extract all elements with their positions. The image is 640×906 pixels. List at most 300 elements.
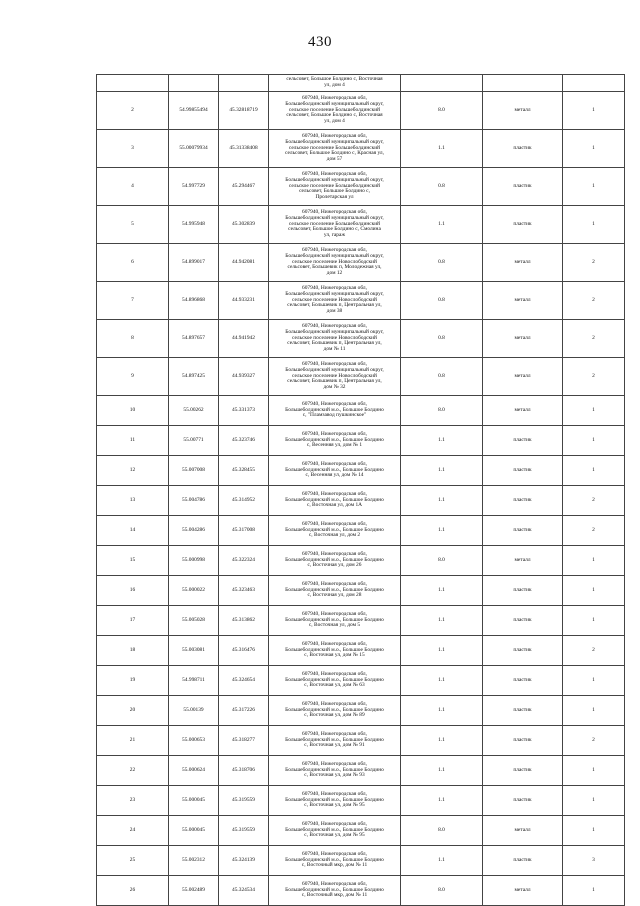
address-line: 607940, Нижегородская обл,: [302, 520, 367, 527]
cell-longitude: 45.313862: [219, 606, 269, 636]
cell-area: 1.1: [401, 130, 483, 168]
cell-latitude: 55.005028: [169, 606, 219, 636]
cell-area: 1.1: [401, 426, 483, 456]
address-line: Большеболдинский м.о., Большое Болдино: [285, 856, 384, 863]
cell-address: [269, 756, 401, 786]
cell-number: 19: [97, 666, 169, 696]
cell-address: [269, 816, 401, 846]
cell-longitude: 45.323463: [219, 576, 269, 606]
cell-address: [269, 516, 401, 546]
address-line: Большеболдинский м.о., Большое Болдино: [285, 766, 384, 773]
cell-latitude: 55.000045: [169, 816, 219, 846]
cell-count: 1: [563, 876, 625, 906]
cell-count: 1: [563, 786, 625, 816]
cell-longitude: 44.939327: [219, 358, 269, 396]
address-line: сельсовет, Большевик п, Центральная ул,: [287, 340, 382, 347]
cell-address: [269, 846, 401, 876]
address-line: 607940, Нижегородская обл,: [302, 360, 367, 367]
address-line: сельсовет, Большевик п, Центральная ул,: [287, 302, 382, 309]
cell-address: [269, 396, 401, 426]
address-line: Большеболдинский м.о., Большое Болдино: [285, 406, 384, 413]
address-line: с, Восточная ул, дом № 63: [304, 682, 365, 689]
cell-address: [269, 92, 401, 130]
table-row: [97, 846, 625, 876]
address-line: сельсовет, Большое Болдино с, Восточная: [286, 112, 383, 119]
address-line: 607940, Нижегородская обл,: [302, 246, 367, 253]
cell-count: 1: [563, 426, 625, 456]
cell-material: металл: [483, 546, 563, 576]
cell-material: пластик: [483, 636, 563, 666]
table-row: [97, 606, 625, 636]
cell-count: 2: [563, 486, 625, 516]
table-row: [97, 666, 625, 696]
cell-number: 7: [97, 282, 169, 320]
cell-count: 1: [563, 606, 625, 636]
cell-latitude: 55.003081: [169, 636, 219, 666]
address-line: 607940, Нижегородская обл,: [302, 490, 367, 497]
address-line: 607940, Нижегородская обл,: [302, 208, 367, 215]
table-row: [97, 168, 625, 206]
cell-area: 8.0: [401, 816, 483, 846]
cell-longitude: 45.319559: [219, 786, 269, 816]
address-line: с, Восточный мкр, дом № 11: [301, 892, 368, 899]
address-line: 607940, Нижегородская обл,: [302, 790, 367, 797]
cell-latitude: 55.004286: [169, 516, 219, 546]
address-line: 607940, Нижегородская обл,: [302, 580, 367, 587]
cell-latitude: 55.000045: [169, 786, 219, 816]
address-line: Большеболдинский м.о., Большое Болдино: [285, 826, 384, 833]
cell-material: пластик: [483, 456, 563, 486]
cell-address: [269, 606, 401, 636]
page-number: 430: [308, 34, 332, 50]
cell-latitude: 55.004786: [169, 486, 219, 516]
address-line: Пролетарская ул: [315, 194, 354, 201]
cell-latitude: 55.00079934: [169, 130, 219, 168]
address-line: 607940, Нижегородская обл,: [302, 640, 367, 647]
cell-address: [269, 726, 401, 756]
cell-number: 24: [97, 816, 169, 846]
cell-address: [269, 666, 401, 696]
cell-latitude: 55.000022: [169, 576, 219, 606]
cell-material: пластик: [483, 130, 563, 168]
cell-address: [269, 696, 401, 726]
address-line: 607940, Нижегородская обл,: [302, 730, 367, 737]
cell-longitude: 45.324534: [219, 876, 269, 906]
table-row: [97, 576, 625, 606]
table-row: [97, 726, 625, 756]
address-line: Большеболдинский м.о., Большое Болдино: [285, 526, 384, 533]
cell-number: 11: [97, 426, 169, 456]
cell-number: 10: [97, 396, 169, 426]
address-line: Большеболдинский муниципальный округ,: [285, 176, 384, 183]
cell-longitude: 45.322324: [219, 546, 269, 576]
address-line: Большеболдинский м.о., Большое Болдино: [285, 436, 384, 443]
cell-number: 22: [97, 756, 169, 786]
cell-address: [269, 206, 401, 244]
cell-latitude: 54.899017: [169, 244, 219, 282]
cell-address: [269, 320, 401, 358]
cell-latitude: 54.997729: [169, 168, 219, 206]
cell-material: пластик: [483, 846, 563, 876]
cell-latitude: 54.897657: [169, 320, 219, 358]
table-row: [97, 244, 625, 282]
cell-latitude: 55.002489: [169, 876, 219, 906]
cell-count: [563, 75, 625, 92]
cell-longitude: 45.294467: [219, 168, 269, 206]
address-line: Большеболдинский м.о., Большое Болдино: [285, 676, 384, 683]
cell-count: 2: [563, 282, 625, 320]
cell-material: пластик: [483, 206, 563, 244]
address-line: с, Восточная ул, дом 5: [308, 622, 361, 629]
address-line: с, Восточная ул, дом 2: [308, 532, 361, 539]
cell-count: 1: [563, 130, 625, 168]
cell-material: металл: [483, 320, 563, 358]
cell-longitude: 45.323746: [219, 426, 269, 456]
table-row: [97, 358, 625, 396]
address-line: с, Восточная ул, дом № 95: [304, 832, 365, 839]
cell-longitude: 45.318706: [219, 756, 269, 786]
address-line: дом 12: [326, 270, 343, 277]
cell-address: [269, 130, 401, 168]
cell-number: 21: [97, 726, 169, 756]
cell-number: 17: [97, 606, 169, 636]
cell-longitude: 44.942081: [219, 244, 269, 282]
cell-longitude: 44.933231: [219, 282, 269, 320]
address-line: дом № 32: [323, 384, 346, 391]
cell-material: пластик: [483, 576, 563, 606]
cell-area: 1.1: [401, 516, 483, 546]
cell-number: 20: [97, 696, 169, 726]
cell-number: 12: [97, 456, 169, 486]
cell-count: 1: [563, 206, 625, 244]
cell-latitude: [169, 75, 219, 92]
address-line: Большеболдинский м.о., Большое Болдино: [285, 496, 384, 503]
address-line: Большеболдинский муниципальный округ,: [285, 138, 384, 145]
address-line: Большеболдинский м.о., Большое Болдино: [285, 586, 384, 593]
cell-count: 1: [563, 756, 625, 786]
cell-latitude: 55.002312: [169, 846, 219, 876]
address-line: дом 57: [326, 156, 343, 163]
table-row-continued: [97, 75, 625, 92]
cell-number: [97, 75, 169, 92]
table-row: [97, 756, 625, 786]
cell-area: 1.1: [401, 846, 483, 876]
cell-material: пластик: [483, 606, 563, 636]
cell-address: [269, 546, 401, 576]
address-line: Большеболдинский муниципальный округ,: [285, 214, 384, 221]
cell-address: [269, 486, 401, 516]
address-line: 607940, Нижегородская обл,: [302, 550, 367, 557]
address-line: сельское поселение Новослободский: [292, 296, 377, 303]
cell-longitude: 45.331373: [219, 396, 269, 426]
address-line: 607940, Нижегородская обл,: [302, 322, 367, 329]
cell-number: 14: [97, 516, 169, 546]
cell-area: 1.1: [401, 576, 483, 606]
cell-latitude: 54.99855494: [169, 92, 219, 130]
cell-area: 0.8: [401, 244, 483, 282]
cell-longitude: 45.314952: [219, 486, 269, 516]
address-line: 607940, Нижегородская обл,: [302, 850, 367, 857]
cell-material: металл: [483, 358, 563, 396]
cell-latitude: 55.000998: [169, 546, 219, 576]
cell-longitude: 45.317226: [219, 696, 269, 726]
container-site-table: [96, 74, 625, 906]
address-line: ул, дом 4: [324, 118, 345, 125]
cell-longitude: 45.32818719: [219, 92, 269, 130]
address-line: сельсовет, Большое Болдино с, Смолина: [288, 226, 381, 233]
address-line: 607940, Нижегородская обл,: [302, 94, 367, 101]
cell-address: [269, 282, 401, 320]
address-line: Большеболдинский муниципальный округ,: [285, 366, 384, 373]
address-line: сельское поселение Большеболдинский: [288, 144, 381, 151]
cell-material: пластик: [483, 516, 563, 546]
cell-area: 8.0: [401, 546, 483, 576]
address-line: сельсовет, Большое Болдино с, Красная ул,: [285, 150, 384, 157]
cell-area: 8.0: [401, 92, 483, 130]
address-line: Большеболдинский м.о., Большое Болдино: [285, 736, 384, 743]
address-line: ул, гараж: [323, 232, 346, 239]
address-line: ул, дом 4: [324, 82, 345, 88]
cell-area: 1.1: [401, 456, 483, 486]
cell-number: 2: [97, 92, 169, 130]
table-row: [97, 516, 625, 546]
cell-address: [269, 75, 401, 92]
table-row: [97, 92, 625, 130]
cell-address: [269, 456, 401, 486]
cell-address: [269, 244, 401, 282]
table-row: [97, 876, 625, 906]
cell-area: 1.1: [401, 206, 483, 244]
cell-number: 8: [97, 320, 169, 358]
cell-address: [269, 876, 401, 906]
cell-number: 3: [97, 130, 169, 168]
cell-area: 1.1: [401, 756, 483, 786]
cell-area: 1.1: [401, 786, 483, 816]
address-line: Большеболдинский м.о., Большое Болдино: [285, 646, 384, 653]
cell-material: металл: [483, 282, 563, 320]
cell-area: 1.1: [401, 486, 483, 516]
address-line: с, Восточная ул, дом 1А: [306, 502, 363, 509]
address-line: 607940, Нижегородская обл,: [302, 880, 367, 887]
address-line: 607940, Нижегородская обл,: [302, 760, 367, 767]
cell-count: 1: [563, 816, 625, 846]
cell-count: 2: [563, 636, 625, 666]
address-line: с, Восточная ул, дом № 93: [304, 772, 365, 779]
address-line: Большеболдинский муниципальный округ,: [285, 328, 384, 335]
cell-longitude: 45.328455: [219, 456, 269, 486]
cell-material: пластик: [483, 168, 563, 206]
address-line: сельсовет, Большевик п, Молодежная ул,: [287, 264, 382, 271]
cell-material: металл: [483, 244, 563, 282]
cell-area: 8.0: [401, 876, 483, 906]
cell-area: 1.1: [401, 636, 483, 666]
address-line: сельское поселение Новослободский: [292, 372, 377, 379]
cell-material: металл: [483, 92, 563, 130]
cell-material: пластик: [483, 786, 563, 816]
cell-area: 0.8: [401, 168, 483, 206]
cell-count: 2: [563, 726, 625, 756]
cell-number: 4: [97, 168, 169, 206]
cell-area: 8.0: [401, 396, 483, 426]
cell-latitude: 54.896868: [169, 282, 219, 320]
cell-material: пластик: [483, 426, 563, 456]
address-line: Большеболдинский м.о., Большое Болдино: [285, 796, 384, 803]
address-line: с, Весенняя ул, дом № 14: [305, 472, 364, 479]
cell-count: 1: [563, 666, 625, 696]
table-row: [97, 486, 625, 516]
cell-latitude: 54.995948: [169, 206, 219, 244]
address-line: 607940, Нижегородская обл,: [302, 820, 367, 827]
cell-number: 6: [97, 244, 169, 282]
cell-address: [269, 168, 401, 206]
cell-address: [269, 636, 401, 666]
cell-longitude: 45.317008: [219, 516, 269, 546]
cell-longitude: 45.319559: [219, 816, 269, 846]
cell-count: 1: [563, 92, 625, 130]
cell-longitude: 45.316476: [219, 636, 269, 666]
address-line: 607940, Нижегородская обл,: [302, 430, 367, 437]
address-line: Большеболдинский м.о., Большое Болдино: [285, 466, 384, 473]
address-line: сельское поселение Новослободский: [292, 258, 377, 265]
cell-longitude: 45.318277: [219, 726, 269, 756]
cell-number: 18: [97, 636, 169, 666]
address-line: сельсовет, Большевик п, Центральная ул,: [287, 378, 382, 385]
cell-area: 1.1: [401, 726, 483, 756]
table-row: [97, 426, 625, 456]
cell-number: 23: [97, 786, 169, 816]
table-row: [97, 320, 625, 358]
cell-number: 15: [97, 546, 169, 576]
table-row: [97, 456, 625, 486]
cell-material: пластик: [483, 696, 563, 726]
cell-material: металл: [483, 876, 563, 906]
address-line: Большеболдинский муниципальный округ,: [285, 290, 384, 297]
address-line: 607940, Нижегородская обл,: [302, 670, 367, 677]
table-row: [97, 696, 625, 726]
cell-number: 26: [97, 876, 169, 906]
address-line: дом 38: [326, 308, 343, 315]
address-line: Большеболдинский муниципальный округ,: [285, 100, 384, 107]
cell-count: 1: [563, 546, 625, 576]
cell-address: [269, 358, 401, 396]
address-line: Большеболдинский муниципальный округ,: [285, 252, 384, 259]
cell-count: 2: [563, 244, 625, 282]
cell-material: металл: [483, 816, 563, 846]
table-row: [97, 546, 625, 576]
address-line: Большеболдинский м.о., Большое Болдино: [285, 886, 384, 893]
address-line: сельское поселение Большеболдинский: [288, 182, 381, 189]
address-line: сельское поселение Большеболдинский: [288, 106, 381, 113]
address-line: сельское поселение Большеболдинский: [288, 220, 381, 227]
cell-material: [483, 75, 563, 92]
address-line: 607940, Нижегородская обл,: [302, 700, 367, 707]
cell-count: 1: [563, 576, 625, 606]
table-row: [97, 786, 625, 816]
cell-latitude: 55.00262: [169, 396, 219, 426]
address-line: 607940, Нижегородская обл,: [302, 132, 367, 139]
cell-latitude: 54.897425: [169, 358, 219, 396]
cell-count: 2: [563, 320, 625, 358]
address-line: Большеболдинский м.о., Большое Болдино: [285, 556, 384, 563]
table-row: [97, 396, 625, 426]
table-row: [97, 206, 625, 244]
address-line: с, Восточная ул, дом № 89: [304, 712, 365, 719]
address-line: с, Восточная ул, дом № 95: [304, 802, 365, 809]
cell-count: 1: [563, 456, 625, 486]
cell-longitude: 44.941942: [219, 320, 269, 358]
cell-latitude: 55.000653: [169, 726, 219, 756]
address-line: 607940, Нижегородская обл,: [302, 460, 367, 467]
address-line: с, Восточная ул, дом № 91: [304, 742, 365, 749]
cell-count: 2: [563, 516, 625, 546]
table-row: [97, 816, 625, 846]
address-line: с, Восточная ул, дом 26: [307, 562, 362, 569]
address-line: сельсовет, Большое Болдино с, Восточная: [286, 76, 383, 83]
table-row: [97, 130, 625, 168]
cell-area: 0.8: [401, 320, 483, 358]
cell-area: 1.1: [401, 666, 483, 696]
address-line: 607940, Нижегородская обл,: [302, 400, 367, 407]
address-line: дом № 11: [323, 346, 346, 353]
cell-material: пластик: [483, 486, 563, 516]
cell-area: 0.8: [401, 282, 483, 320]
address-line: с, "Пламзавод пушкинское": [302, 412, 367, 419]
table-row: [97, 636, 625, 666]
cell-latitude: 55.007008: [169, 456, 219, 486]
cell-area: 1.1: [401, 606, 483, 636]
address-line: сельское поселение Новослободский: [292, 334, 377, 341]
cell-area: 0.8: [401, 358, 483, 396]
cell-address: [269, 576, 401, 606]
address-line: с, Весенняя ул, дом № 1: [306, 442, 363, 449]
cell-count: 2: [563, 358, 625, 396]
cell-longitude: 45.302839: [219, 206, 269, 244]
cell-count: 3: [563, 846, 625, 876]
address-line: с, Восточная ул, дом № 15: [304, 652, 365, 659]
cell-latitude: 55.00139: [169, 696, 219, 726]
cell-count: 1: [563, 396, 625, 426]
cell-material: пластик: [483, 726, 563, 756]
cell-number: 5: [97, 206, 169, 244]
cell-number: 13: [97, 486, 169, 516]
cell-area: 1.1: [401, 696, 483, 726]
table-row: [97, 282, 625, 320]
cell-address: [269, 426, 401, 456]
cell-number: 16: [97, 576, 169, 606]
cell-material: пластик: [483, 756, 563, 786]
cell-count: 1: [563, 696, 625, 726]
table-body: [97, 75, 625, 906]
cell-longitude: 45.324654: [219, 666, 269, 696]
cell-count: 1: [563, 168, 625, 206]
address-line: Большеболдинский м.о., Большое Болдино: [285, 706, 384, 713]
cell-material: пластик: [483, 666, 563, 696]
cell-number: 25: [97, 846, 169, 876]
address-line: 607940, Нижегородская обл,: [302, 610, 367, 617]
address-line: 607940, Нижегородская обл,: [302, 284, 367, 291]
cell-latitude: 54.998711: [169, 666, 219, 696]
address-line: Большеболдинский м.о., Большое Болдино: [285, 616, 384, 623]
cell-area: [401, 75, 483, 92]
address-line: 607940, Нижегородская обл,: [302, 170, 367, 177]
cell-longitude: 45.324139: [219, 846, 269, 876]
cell-latitude: 55.00771: [169, 426, 219, 456]
cell-longitude: [219, 75, 269, 92]
cell-material: металл: [483, 396, 563, 426]
address-line: с, Восточный мкр, дом № 11: [301, 862, 368, 869]
address-line: с, Восточная ул, дом 28: [307, 592, 362, 599]
cell-longitude: 45.31338408: [219, 130, 269, 168]
